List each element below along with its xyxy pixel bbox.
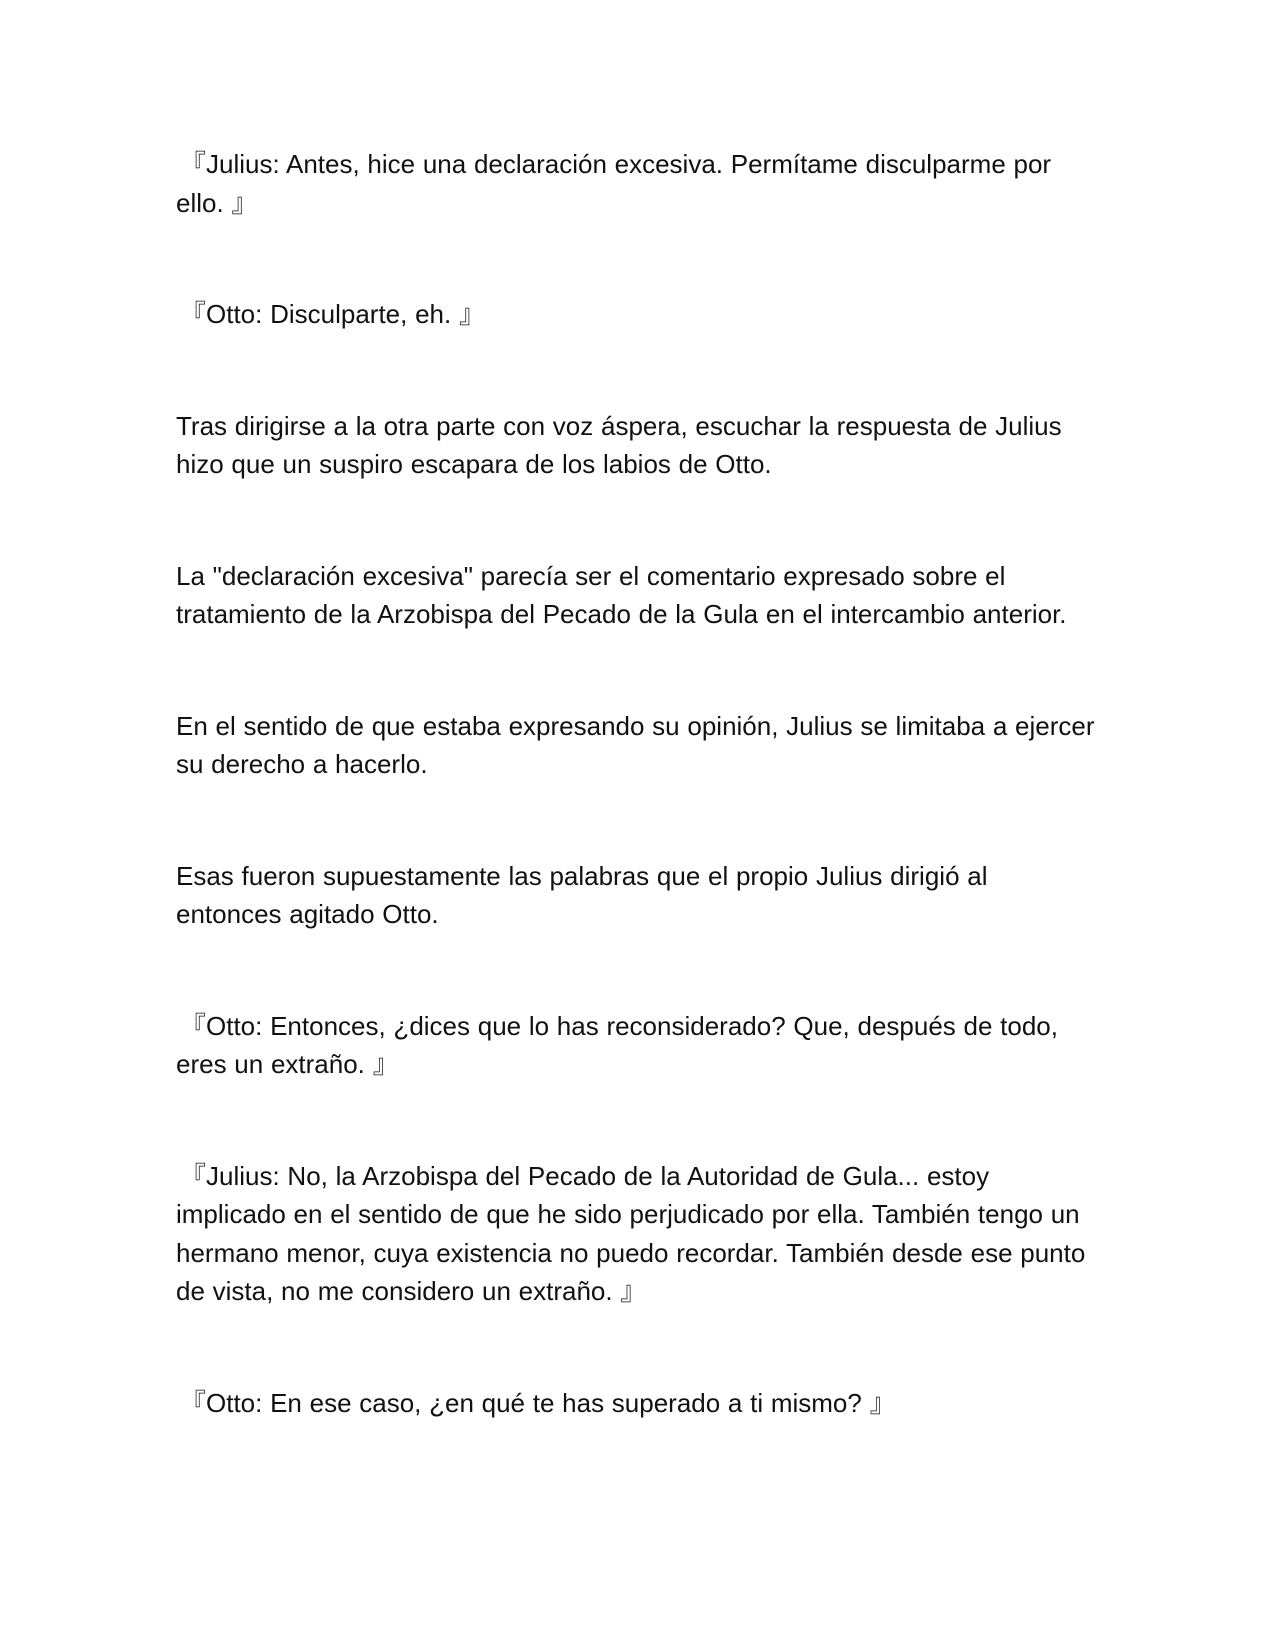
- dialogue-julius-brother: 『Julius: No, la Arzobispa del Pecado de la Autoridad de Gula... estoy implicado en el sentido de que he sido perjudicado por ella. También tengo un hermano menor, cuya existencia no puedo recordar. También desde ese punto de vista, no me considero un extraño. 』: [176, 1160, 1086, 1306]
- paragraph-gap: [176, 484, 1096, 557]
- paragraph-gap: [176, 634, 1096, 707]
- dialogue-julius-apology: 『Julius: Antes, hice una declaración excesiva. Permítame disculparme por ello. 』: [176, 149, 1052, 218]
- document-body: [176, 145, 1096, 1422]
- paragraph-gap: [176, 1084, 1096, 1157]
- dialogue-otto-reconsidered: 『Otto: Entonces, ¿dices que lo has reconsiderado? Que, después de todo, eres un extraño. 』: [176, 1010, 1058, 1079]
- narration-declaration: La "declaración excesiva" parecía ser el comentario expresado sobre el tratamiento de la Arzobispa del Pecado de la Gula en el intercambio anterior.: [176, 560, 1067, 629]
- narration-sigh: Tras dirigirse a la otra parte con voz áspera, escuchar la respuesta de Julius hizo que un suspiro escapara de los labios de Otto.: [176, 410, 1062, 479]
- paragraph-gap: [176, 784, 1096, 857]
- dialogue-otto-reply: 『Otto: Disculparte, eh. 』: [180, 299, 485, 329]
- paragraph-gap: [176, 934, 1096, 1007]
- dialogue-otto-question: 『Otto: En ese caso, ¿en qué te has superado a ti mismo? 』: [180, 1387, 896, 1418]
- paragraph-gap: [176, 334, 1096, 407]
- narration-words: Esas fueron supuestamente las palabras que el propio Julius dirigió al entonces agitado Otto.: [176, 860, 988, 929]
- narration-opinion: En el sentido de que estaba expresando su opinión, Julius se limitaba a ejercer su derecho a hacerlo.: [176, 710, 1095, 779]
- paragraph-gap: [176, 222, 1096, 295]
- paragraph-gap: [176, 1311, 1096, 1384]
